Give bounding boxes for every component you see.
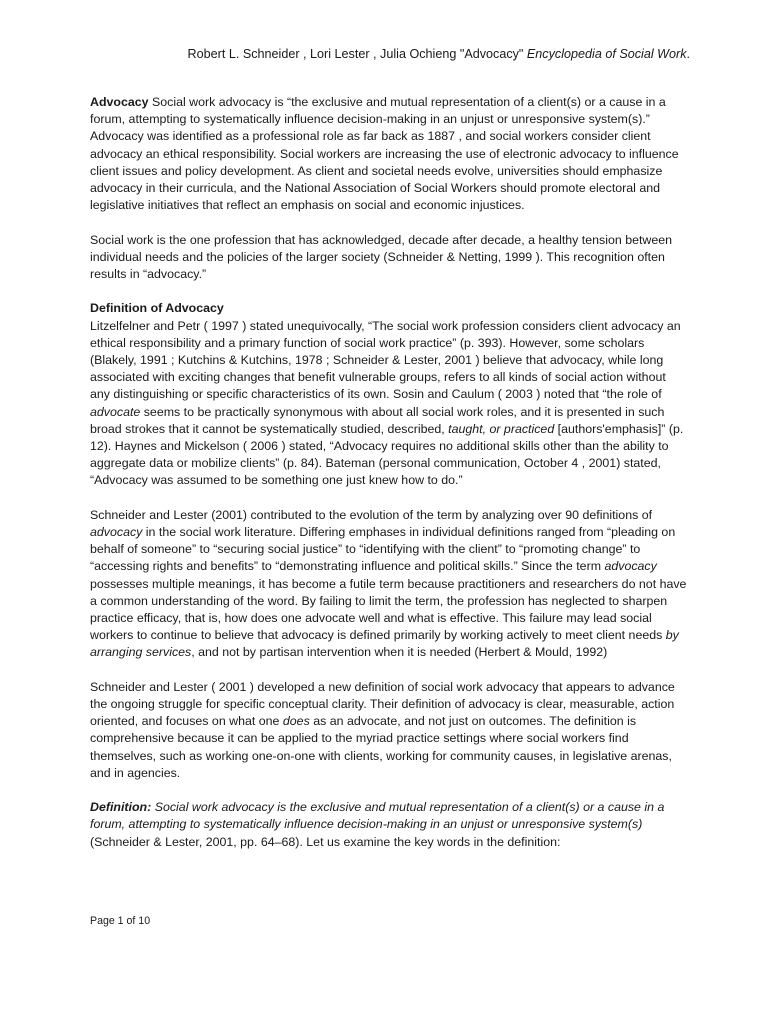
new-definition-text-b: as an advocate, and not just on outcomes. The definition is comprehensive because it can be applied to the myriad practice settings where social workers find themselves, such as working one-on-one with clients, working for community causes, in legislative arenas, and in agencies. — [90, 714, 672, 780]
definition-heading: Definition of Advocacy — [90, 301, 224, 316]
document-body — [90, 94, 688, 851]
running-header — [188, 46, 690, 62]
tension-paragraph: Social work is the one profession that has acknowledged, decade after decade, a healthy tension between individual needs and the policies of the larger society (Schneider & Netting, 1999 ). This recognition often results in “advocacy.” — [90, 232, 673, 282]
header-period: . — [686, 47, 690, 61]
new-definition-paragraph — [90, 679, 688, 782]
evolution-paragraph — [90, 507, 688, 662]
evolution-emphasis-3: by arranging services — [90, 628, 679, 660]
evolution-emphasis-2: advocacy — [604, 559, 657, 574]
formal-definition-italic: Social work advocacy is the exclusive and mutual representation of a client(s) or a cause in a forum, attempting to systematically influence decision-making in an unjust or unresponsive system(s) — [90, 800, 665, 832]
evolution-emphasis-1: advocacy — [90, 525, 143, 540]
evolution-text-c: possesses multiple meanings, it has become a futile term because practitioners and researchers do not have a common understanding of the word. By failing to limit the term, the profession has neglected to sharpen practice efficacy, that is, how does one advocate well and what is effective. This failure may lead social workers to continue to believe that advocacy is defined primarily by working actively to meet client needs — [90, 576, 687, 643]
definition-emphasis-advocate: advocate — [90, 404, 141, 419]
formal-definition-label: Definition: — [90, 800, 152, 815]
page-number: Page 1 of 10 — [90, 915, 151, 927]
formal-definition-tail: (Schneider & Lester, 2001, pp. 64–68). Let us examine the key words in the definition: — [90, 834, 561, 849]
definition-text-b: seems to be practically synonymous with about all social work roles, and it is presented in such broad strokes that it cannot be systematically studied, described, — [90, 404, 665, 436]
definition-paragraph — [90, 318, 688, 490]
definition-text-c: [authors'emphasis]” (p. 12). Haynes and Mickelson ( 2006 ) stated, “Advocacy requires no additional skills other than the ability to aggregate data or mobilize clients” (p. 84). Bateman (personal communication, October 4 , 2001) stated, “Advocacy was assumed to be something one just knew how to do.” — [90, 421, 684, 488]
evolution-text-a: Schneider and Lester (2001) contributed to the evolution of the term by analyzing over 90 definitions of — [90, 507, 653, 522]
evolution-text-b: in the social work literature. Differing emphases in individual definitions ranged from “pleading on behalf of someone” to “securing social justice” to “identifying with the client” to “promoting change” to “accessing rights and benefits” to “demonstrating influence and political skills.” Since the term — [90, 525, 676, 574]
definition-emphasis-taught: taught, or practiced — [448, 421, 555, 436]
header-citation: Robert L. Schneider , Lori Lester , Julia Ochieng "Advocacy" — [187, 47, 527, 61]
header-encyclopedia-title: Encyclopedia of Social Work — [526, 47, 687, 61]
evolution-text-d: , and not by partisan intervention when it is needed (Herbert & Mould, 1992) — [191, 645, 608, 660]
new-definition-emphasis: does — [282, 714, 310, 729]
formal-definition-paragraph — [90, 799, 688, 851]
new-definition-text-a: Schneider and Lester ( 2001 ) developed a new definition of social work advocacy that appears to advance the ongoing struggle for specific conceptual clarity. Their definition of advocacy is clear, measurable, action oriented, and focuses on what one — [90, 679, 675, 729]
intro-lead-term: Advocacy — [90, 95, 149, 109]
intro-paragraph — [90, 94, 688, 214]
definition-text-a: Litzelfelner and Petr ( 1997 ) stated unequivocally, “The social work profession considers client advocacy an ethical responsibility and a primary function of social work practice” (p. 393). However, some scholars (Blakely, 1991 ; Kutchins & Kutchins, 1978 ; Schneider & Lester, 2001 ) believe that advocacy, while long associated with exciting changes that benefit vulnerable groups, refers to all kinds of social action without any distinguishing or specific characteristics of its own. Sosin and Caulum ( 2003 ) noted that “the role of — [90, 318, 681, 402]
intro-text: Social work advocacy is “the exclusive and mutual representation of a client(s) or a cause in a forum, attempting to systematically influence decision-making in an unjust or unresponsive system(s).” Advocacy was identified as a professional role as far back as 1887 , and social workers consider client advocacy an ethical responsibility. Social workers are increasing the use of electronic advocacy to influence client issues and policy development. As client and societal needs evolve, universities should emphasize advocacy in their curricula, and the National Association of Social Workers should promote electoral and legislative initiatives that reflect an emphasis on social and economic injustices. — [90, 95, 679, 213]
